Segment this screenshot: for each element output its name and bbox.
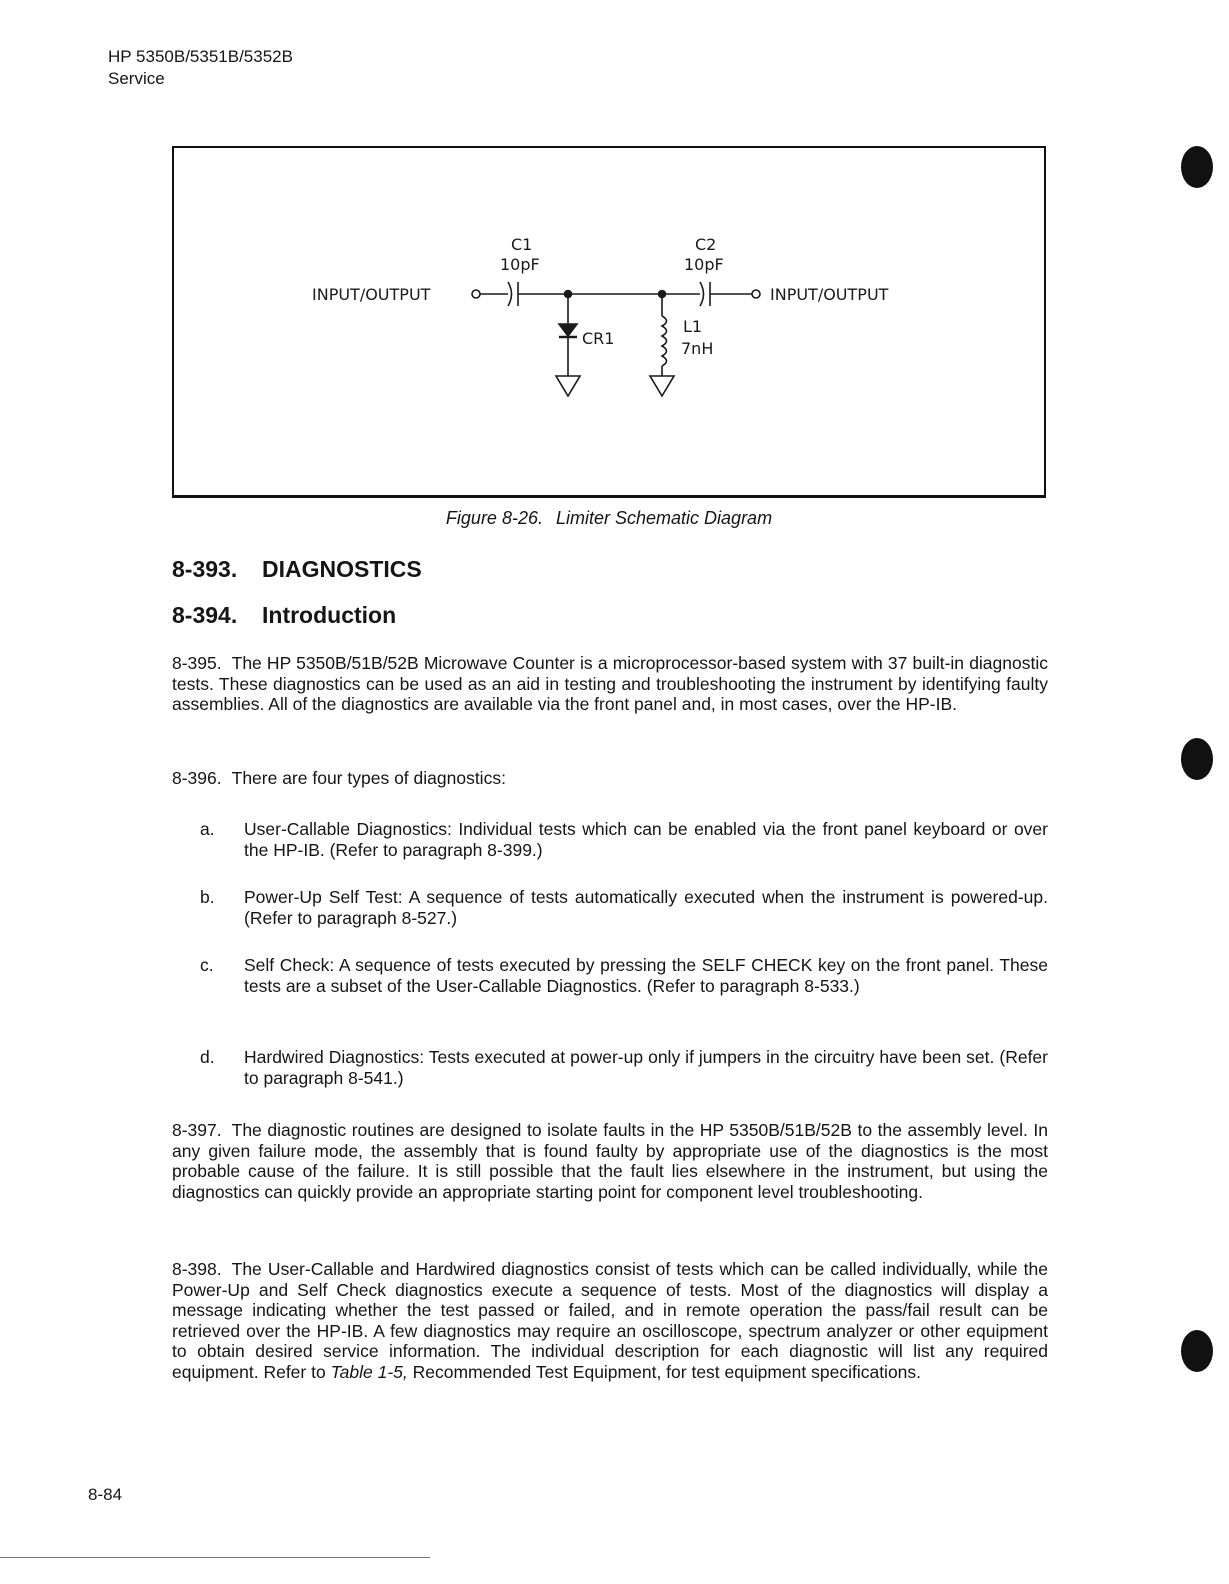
ground-symbol-1 <box>556 376 580 396</box>
paragraph-8-396 <box>172 768 1048 789</box>
list-item-text: Power-Up Self Test: A sequence of tests automatically executed when the instrument is powered-up. (Refer to paragraph 8-527.) <box>244 887 1048 928</box>
binder-hole-mark <box>1181 1330 1213 1372</box>
c2-value: 10pF <box>684 255 724 274</box>
limiter-schematic <box>174 148 1046 496</box>
section-number: 8-393. <box>172 556 238 582</box>
figure-title: Limiter Schematic Diagram <box>556 508 773 528</box>
section-title: Introduction <box>262 602 397 628</box>
cr1-diode-body <box>559 324 577 336</box>
paragraph-number: 8-398. <box>172 1259 222 1279</box>
section-number: 8-394. <box>172 602 238 628</box>
figure-caption <box>172 508 1046 529</box>
header-model: HP 5350B/5351B/5352B <box>108 47 293 66</box>
list-item-letter: a. <box>200 819 215 839</box>
list-item-text: Hardwired Diagnostics: Tests executed at power-up only if jumpers in the circuitry have been set. (Refer to paragraph 8-541.) <box>244 1047 1048 1088</box>
paragraph-8-398 <box>172 1259 1048 1382</box>
list-item-text: User-Callable Diagnostics: Individual tests which can be enabled via the front panel keyboard or over the HP-IB. (Refer to paragraph 8-399.) <box>244 819 1048 860</box>
l1-inductor-coil <box>662 316 667 366</box>
paragraph-8-397 <box>172 1120 1048 1202</box>
schematic-figure <box>172 146 1046 498</box>
binder-hole-mark <box>1181 738 1213 780</box>
right-port-label: INPUT/OUTPUT <box>770 285 889 304</box>
paragraph-text: There are four types of diagnostics: <box>231 768 506 788</box>
c1-ref: C1 <box>511 235 533 254</box>
l1-ref: L1 <box>683 317 703 336</box>
page-header <box>108 46 293 90</box>
c1-plate-curved <box>508 282 512 306</box>
ground-symbol-2 <box>650 376 674 396</box>
c2-ref: C2 <box>695 235 717 254</box>
section-heading-introduction <box>172 602 396 629</box>
l1-value: 7nH <box>681 339 714 358</box>
table-reference: Table 1-5, <box>330 1361 408 1382</box>
cr1-ref: CR1 <box>582 329 615 348</box>
left-port-terminal <box>472 290 480 298</box>
paragraph-number: 8-396. <box>172 768 222 788</box>
list-item-text: Self Check: A sequence of tests executed by pressing the SELF CHECK key on the front panel. These tests are a subset of the User-Callable Diagnostics. (Refer to paragraph 8-533.) <box>244 955 1048 996</box>
binder-hole-mark <box>1181 146 1213 188</box>
list-item-letter: d. <box>200 1047 215 1067</box>
figure-label: Figure 8-26. <box>445 508 543 528</box>
paragraph-text: The HP 5350B/51B/52B Microwave Counter is a microprocessor-based system with 37 built-in diagnostic tests. These diagnostics can be used as an aid in testing and troubleshooting the instrument by identifying faulty assemblies. All of the diagnostics are available via the front panel and, in most cases, over the HP-IB. <box>172 653 1048 714</box>
paragraph-text: The diagnostic routines are designed to isolate faults in the HP 5350B/51B/52B to the assembly level. In any given failure mode, the assembly that is found faulty by appropriate use of the diagnostics is the most probable cause of the failure. It is still possible that the fault lies elsewhere in the instrument, but using the diagnostics can quickly provide an appropriate starting point for component level troubleshooting. <box>172 1120 1048 1202</box>
paragraph-number: 8-397. <box>172 1120 222 1140</box>
paragraph-text-end: Recommended Test Equipment, for test equipment specifications. <box>407 1361 922 1382</box>
c2-plate-curved <box>700 282 704 306</box>
paragraph-text: The User-Callable and Hardwired diagnostics consist of tests which can be called individually, while the Power-Up and Self Check diagnostics execute a sequence of tests. Most of the diagnostics will display a message indicating whether the test passed or failed, and in remote operation the pass/fail result can be retrieved over the HP-IB. A few diagnostics may require an oscilloscope, spectrum analyzer or other equipment to obtain desired service information. The individual description for each diagnostic will list any required equipment. Refer to <box>172 1259 1048 1382</box>
right-port-terminal <box>752 290 760 298</box>
list-item-letter: b. <box>200 887 215 907</box>
paragraph-8-395 <box>172 653 1048 715</box>
section-title: DIAGNOSTICS <box>262 556 422 582</box>
header-section: Service <box>108 69 165 88</box>
list-item-letter: c. <box>200 955 214 975</box>
paragraph-number: 8-395. <box>172 653 222 673</box>
page-number: 8-84 <box>88 1485 123 1504</box>
bottom-rule <box>0 1557 430 1558</box>
section-heading-diagnostics <box>172 556 422 583</box>
left-port-label: INPUT/OUTPUT <box>312 285 431 304</box>
c1-value: 10pF <box>500 255 540 274</box>
